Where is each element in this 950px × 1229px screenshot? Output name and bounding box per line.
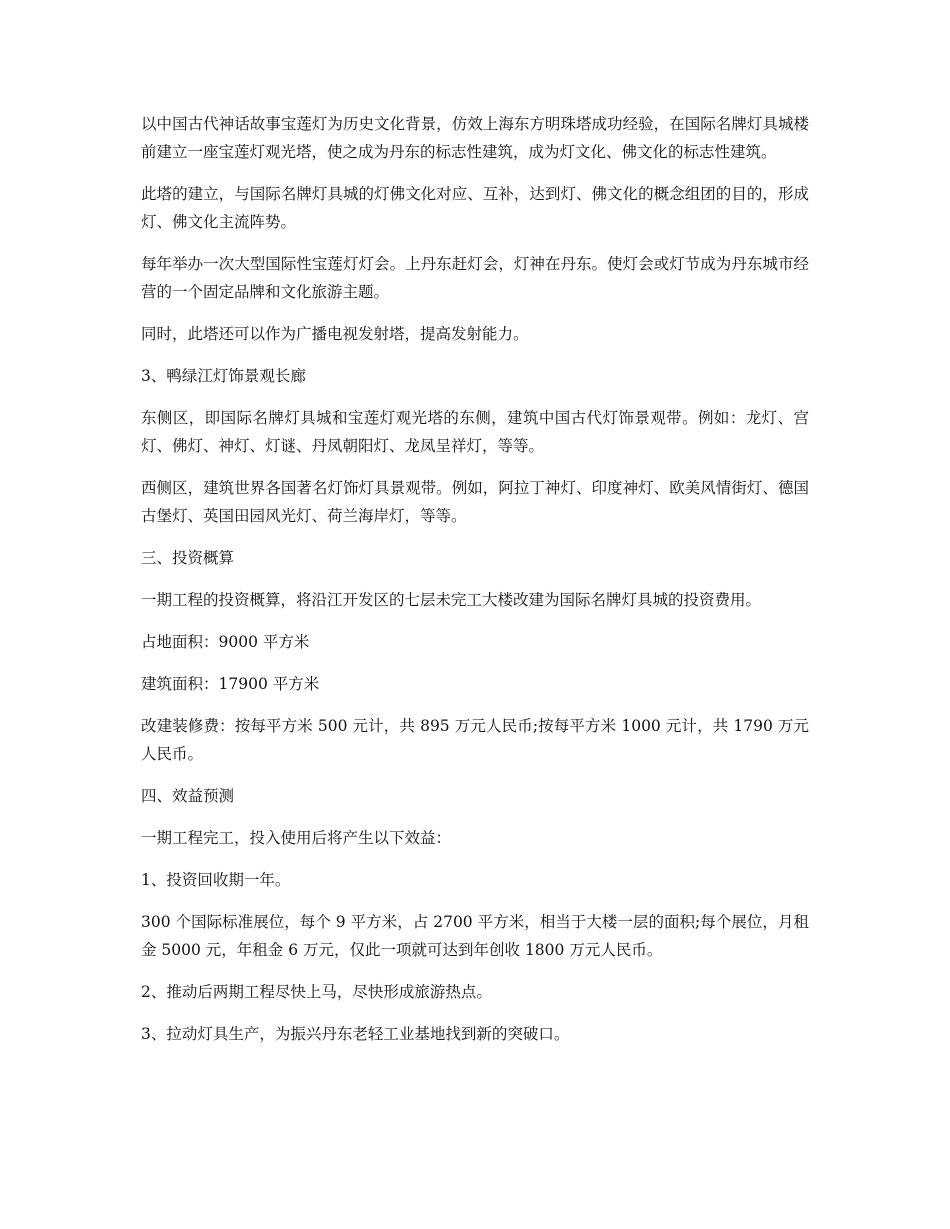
paragraph-benefit-intro: 一期工程完工，投入使用后将产生以下效益： — [141, 829, 452, 847]
document-body — [141, 110, 809, 1062]
heading-benefit-forecast: 四、效益预测 — [141, 787, 235, 805]
paragraph-tower-complement: 此塔的建立，与国际名牌灯具城的灯佛文化对应、互补，达到灯、佛文化的概念组团的目的，形成灯、佛文化主流阵势。 — [141, 185, 809, 231]
paragraph-east-zone: 东侧区，即国际名牌灯具城和宝莲灯观光塔的东侧，建筑中国古代灯饰景观带。例如：龙灯、宫灯、佛灯、神灯、灯谜、丹凤朝阳灯、龙凤呈祥灯，等等。 — [141, 409, 809, 455]
paragraph-lantern-festival: 每年举办一次大型国际性宝莲灯灯会。上丹东赶灯会，灯神在丹东。使灯会或灯节成为丹东城市经营的一个固定品牌和文化旅游主题。 — [141, 255, 809, 301]
paragraph-next-phases: 2、推动后两期工程尽快上马，尽快形成旅游热点。 — [141, 983, 492, 1001]
paragraph-payback-period: 1、投资回收期一年。 — [141, 871, 291, 889]
paragraph-booth-revenue: 300 个国际标准展位，每个 9 平方米，占 2700 平方米，相当于大楼一层的面积;每个展位，月租金 5000 元，年租金 6 万元，仅此一项就可达到年创收 1800 万元人民币。 — [141, 913, 809, 959]
paragraph-building-area: 建筑面积：17900 平方米 — [141, 675, 320, 693]
paragraph-renovation-cost: 改建装修费：按每平方米 500 元计，共 895 万元人民币;按每平方米 1000 元计，共 1790 万元人民币。 — [141, 717, 809, 763]
heading-yalu-corridor: 3、鸭绿江灯饰景观长廊 — [141, 367, 306, 385]
paragraph-broadcast-tower: 同时，此塔还可以作为广播电视发射塔，提高发射能力。 — [141, 325, 529, 343]
paragraph-land-area: 占地面积：9000 平方米 — [141, 633, 310, 651]
heading-investment-estimate: 三、投资概算 — [141, 549, 235, 567]
paragraph-industry-boost: 3、拉动灯具生产，为振兴丹东老轻工业基地找到新的突破口。 — [141, 1025, 570, 1043]
paragraph-phase-one-investment: 一期工程的投资概算，将沿江开发区的七层未完工大楼改建为国际名牌灯具城的投资费用。 — [141, 591, 762, 609]
paragraph-tower-background: 以中国古代神话故事宝莲灯为历史文化背景，仿效上海东方明珠塔成功经验，在国际名牌灯具城楼前建立一座宝莲灯观光塔，使之成为丹东的标志性建筑，成为灯文化、佛文化的标志性建筑。 — [141, 115, 809, 161]
paragraph-west-zone: 西侧区，建筑世界各国著名灯饰灯具景观带。例如，阿拉丁神灯、印度神灯、欧美风情街灯、德国古堡灯、英国田园风光灯、荷兰海岸灯，等等。 — [141, 479, 809, 525]
